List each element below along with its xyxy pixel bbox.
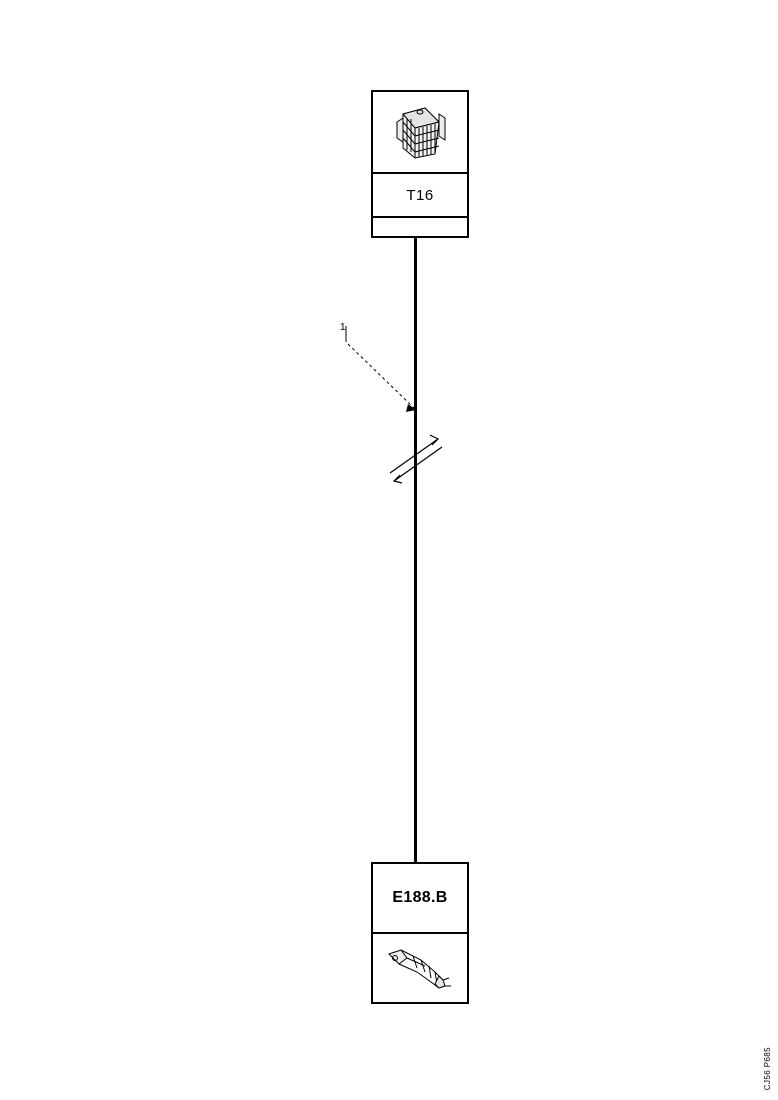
top-connector-blank-cell (373, 218, 467, 238)
bottom-device-label: E188.B (392, 889, 448, 906)
footer-code: CJ56 P685 (763, 1046, 772, 1090)
callout-number: 1 (340, 322, 346, 333)
top-connector-block[interactable] (371, 90, 469, 238)
wire-break-symbol (380, 425, 450, 485)
wire-lead-icon (373, 934, 467, 1004)
bottom-device-label-cell (373, 864, 467, 934)
bottom-device-block[interactable] (371, 862, 469, 1004)
top-connector-label-cell (373, 174, 467, 218)
top-connector-label: T16 (406, 186, 434, 204)
callout-leader (330, 320, 430, 420)
connector-plug-icon (373, 92, 467, 174)
